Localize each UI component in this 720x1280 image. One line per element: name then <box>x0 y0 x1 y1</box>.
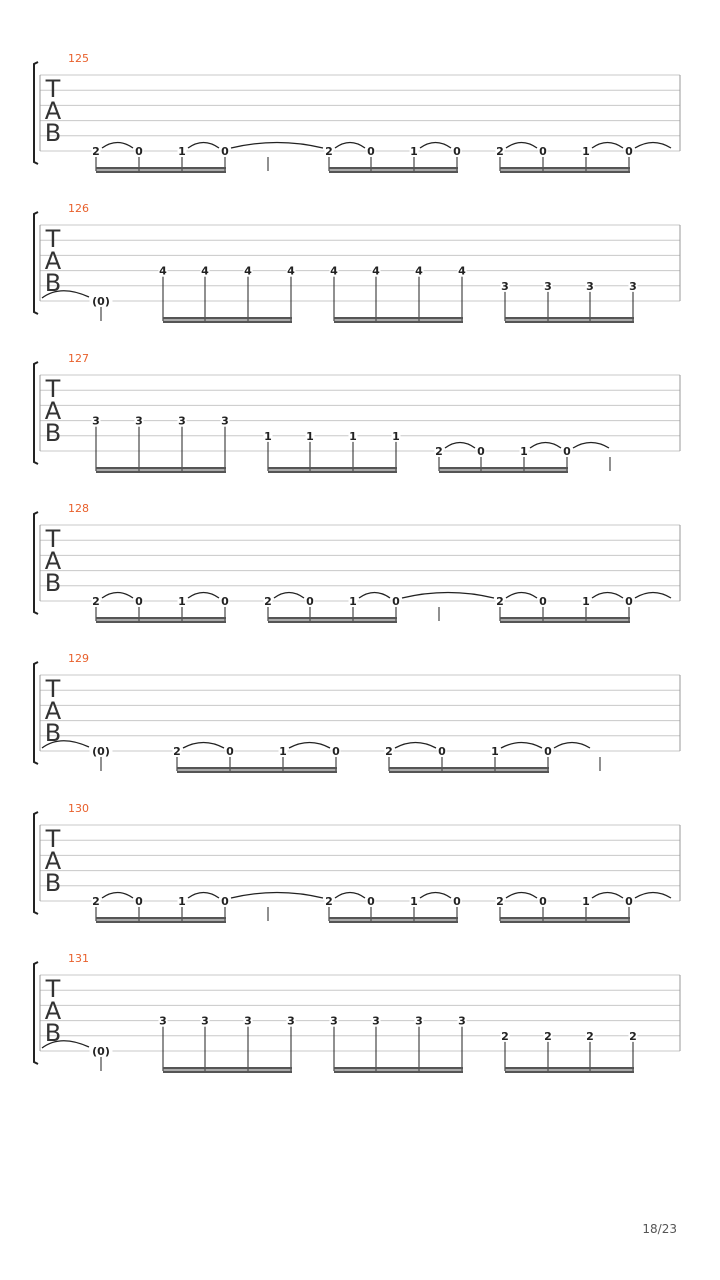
fret-number: 0 <box>392 595 400 608</box>
measure-number: 129 <box>68 652 89 665</box>
fret-number: 3 <box>221 414 229 428</box>
fret-number: 0 <box>221 145 229 158</box>
beam <box>329 921 458 924</box>
fret-number: 3 <box>201 1014 209 1028</box>
fret-number: 1 <box>178 145 186 158</box>
fret-number: 4 <box>330 264 338 278</box>
fret-number: 1 <box>392 429 400 443</box>
fret-number: 4 <box>287 264 295 278</box>
tie-arc <box>506 893 537 899</box>
beam <box>268 471 397 474</box>
beam <box>439 471 568 474</box>
fret-number: 2 <box>496 595 504 608</box>
tie-arc <box>359 593 390 599</box>
fret-number: 2 <box>173 745 181 758</box>
fret-number: 1 <box>410 145 418 158</box>
page-number: 18/23 <box>642 1222 677 1236</box>
system-bracket <box>34 662 38 764</box>
fret-number: 2 <box>496 895 504 908</box>
beam <box>96 467 226 470</box>
tie-arc <box>395 743 436 749</box>
fret-number: 0 <box>539 595 547 608</box>
fret-number: 0 <box>539 895 547 908</box>
tie-arc <box>335 143 365 149</box>
fret-number: 0 <box>135 595 143 608</box>
fret-number: 1 <box>582 895 590 908</box>
fret-number: 0 <box>539 145 547 158</box>
tab-clef-letter: A <box>44 697 62 725</box>
system-bracket <box>34 512 38 614</box>
tie-arc <box>592 143 623 149</box>
beam <box>96 171 226 174</box>
tab-clef-letter: T <box>45 375 61 403</box>
fret-number: 0 <box>477 445 485 458</box>
tab-system <box>34 802 680 923</box>
beam <box>334 1067 463 1070</box>
beam <box>439 467 568 470</box>
tie-arc <box>102 143 133 149</box>
fret-number: 3 <box>372 1014 380 1028</box>
beam <box>177 771 337 774</box>
tab-clef-letter: B <box>44 1019 62 1047</box>
fret-number: (0) <box>92 295 110 308</box>
measure-number: 131 <box>68 952 89 965</box>
fret-number: 4 <box>372 264 380 278</box>
tab-system <box>34 952 680 1073</box>
fret-number: 2 <box>92 895 100 908</box>
tab-clef-letter: B <box>44 869 62 897</box>
fret-number: 3 <box>330 1014 338 1028</box>
tie-arc <box>183 743 224 749</box>
fret-number: 0 <box>625 895 633 908</box>
fret-number: 2 <box>435 445 443 458</box>
fret-number: 0 <box>332 745 340 758</box>
tie-arc <box>420 893 451 899</box>
fret-number: 0 <box>306 595 314 608</box>
measure-number: 125 <box>68 52 89 65</box>
fret-number: 2 <box>325 145 333 158</box>
beam <box>334 1071 463 1074</box>
tab-clef-letter: A <box>44 997 62 1025</box>
measure-number: 130 <box>68 802 89 815</box>
system-bracket <box>34 212 38 314</box>
tie-arc <box>506 593 537 599</box>
tie-arc <box>102 593 133 599</box>
tab-system <box>34 352 680 473</box>
beam <box>163 321 292 324</box>
tab-clef-letter: A <box>44 247 62 275</box>
fret-number: 0 <box>226 745 234 758</box>
fret-number: 0 <box>453 145 461 158</box>
tie-arc <box>573 443 609 449</box>
fret-number: 0 <box>135 895 143 908</box>
fret-number: 3 <box>178 414 186 428</box>
beam <box>500 921 630 924</box>
fret-number: 2 <box>325 895 333 908</box>
tie-arc <box>289 743 330 749</box>
tab-clef-letter: A <box>44 547 62 575</box>
fret-number: 2 <box>629 1029 637 1043</box>
fret-number: 0 <box>625 145 633 158</box>
beam <box>334 321 463 324</box>
tab-clef-letter: A <box>44 397 62 425</box>
fret-number: 1 <box>264 429 272 443</box>
tab-system <box>34 202 680 323</box>
fret-number: 1 <box>349 429 357 443</box>
fret-number: 3 <box>159 1014 167 1028</box>
fret-number: 3 <box>92 414 100 428</box>
tie-arc <box>554 743 590 749</box>
fret-number: 2 <box>92 145 100 158</box>
fret-number: 1 <box>410 895 418 908</box>
fret-number: 0 <box>367 895 375 908</box>
beam <box>329 917 458 920</box>
system-bracket <box>34 362 38 464</box>
tab-clef-letter: A <box>44 97 62 125</box>
fret-number: 3 <box>586 279 594 293</box>
fret-number: 2 <box>385 745 393 758</box>
fret-number: 1 <box>178 595 186 608</box>
tie-arc <box>530 443 561 449</box>
beam <box>96 621 226 624</box>
fret-number: 0 <box>221 595 229 608</box>
measure-number: 128 <box>68 502 89 515</box>
tie-arc <box>188 143 219 149</box>
beam <box>96 617 226 620</box>
tie-arc <box>506 143 537 149</box>
fret-number: 1 <box>582 595 590 608</box>
tab-clef-letter: T <box>45 675 61 703</box>
fret-number: 1 <box>306 429 314 443</box>
tie-arc <box>274 593 304 599</box>
beam <box>500 171 630 174</box>
beam <box>163 1067 292 1070</box>
fret-number: 2 <box>264 595 272 608</box>
fret-number: 4 <box>415 264 423 278</box>
fret-number: 2 <box>586 1029 594 1043</box>
tie-arc <box>102 893 133 899</box>
measure-number: 126 <box>68 202 89 215</box>
system-bracket <box>34 62 38 164</box>
fret-number: 0 <box>221 895 229 908</box>
fret-number: 3 <box>287 1014 295 1028</box>
fret-number: 0 <box>367 145 375 158</box>
fret-number: 3 <box>135 414 143 428</box>
beam <box>500 621 630 624</box>
fret-number: 3 <box>544 279 552 293</box>
tab-clef-letter: B <box>44 119 62 147</box>
fret-number: 4 <box>244 264 252 278</box>
fret-number: 1 <box>279 745 287 758</box>
tie-arc <box>420 143 451 149</box>
fret-number: 0 <box>438 745 446 758</box>
tab-clef-letter: B <box>44 719 62 747</box>
fret-number: 4 <box>159 264 167 278</box>
fret-number: 1 <box>349 595 357 608</box>
tab-clef-letter: T <box>45 825 61 853</box>
fret-number: 3 <box>244 1014 252 1028</box>
beam <box>268 467 397 470</box>
fret-number: 1 <box>520 445 528 458</box>
beam <box>389 767 549 770</box>
tie-arc <box>231 143 323 149</box>
fret-number: 3 <box>629 279 637 293</box>
tab-clef-letter: T <box>45 75 61 103</box>
tab-clef-letter: T <box>45 225 61 253</box>
fret-number: 2 <box>544 1029 552 1043</box>
tie-arc <box>188 593 219 599</box>
fret-number: 0 <box>453 895 461 908</box>
system-bracket <box>34 812 38 914</box>
beam <box>96 471 226 474</box>
system-bracket <box>34 962 38 1064</box>
tab-clef-letter: B <box>44 569 62 597</box>
tie-arc <box>592 893 623 899</box>
fret-number: 0 <box>544 745 552 758</box>
beam <box>334 317 463 320</box>
tab-system <box>34 652 680 773</box>
beam <box>329 167 458 170</box>
fret-number: (0) <box>92 745 110 758</box>
beam <box>505 317 634 320</box>
fret-number: 1 <box>491 745 499 758</box>
beam <box>505 1071 634 1074</box>
fret-number: 2 <box>501 1029 509 1043</box>
tab-clef-letter: T <box>45 525 61 553</box>
tab-clef-letter: B <box>44 269 62 297</box>
fret-number: 1 <box>178 895 186 908</box>
tab-system <box>34 52 680 173</box>
tab-clef-letter: A <box>44 847 62 875</box>
tie-arc <box>445 443 475 449</box>
tie-arc <box>635 593 671 599</box>
tab-system <box>34 502 680 623</box>
beam <box>96 167 226 170</box>
beam <box>268 621 397 624</box>
fret-number: (0) <box>92 1045 110 1058</box>
beam <box>505 1067 634 1070</box>
measure-number: 127 <box>68 352 89 365</box>
fret-number: 4 <box>201 264 209 278</box>
fret-number: 3 <box>458 1014 466 1028</box>
beam <box>96 921 226 924</box>
fret-number: 2 <box>496 145 504 158</box>
tab-clef-letter: T <box>45 975 61 1003</box>
tie-arc <box>188 893 219 899</box>
beam <box>96 917 226 920</box>
fret-number: 3 <box>415 1014 423 1028</box>
beam <box>505 321 634 324</box>
tie-arc <box>635 893 671 899</box>
beam <box>177 767 337 770</box>
fret-number: 0 <box>563 445 571 458</box>
tie-arc <box>592 593 623 599</box>
tie-arc <box>335 893 365 899</box>
tie-arc <box>402 593 494 599</box>
beam <box>500 167 630 170</box>
fret-number: 1 <box>582 145 590 158</box>
beam <box>389 771 549 774</box>
tie-arc <box>635 143 671 149</box>
beam <box>268 617 397 620</box>
tie-arc <box>501 743 542 749</box>
beam <box>500 617 630 620</box>
tie-arc <box>231 893 323 899</box>
tab-clef-letter: B <box>44 419 62 447</box>
beam <box>500 917 630 920</box>
fret-number: 0 <box>135 145 143 158</box>
fret-number: 0 <box>625 595 633 608</box>
beam <box>163 317 292 320</box>
beam <box>163 1071 292 1074</box>
fret-number: 4 <box>458 264 466 278</box>
beam <box>329 171 458 174</box>
fret-number: 3 <box>501 279 509 293</box>
fret-number: 2 <box>92 595 100 608</box>
